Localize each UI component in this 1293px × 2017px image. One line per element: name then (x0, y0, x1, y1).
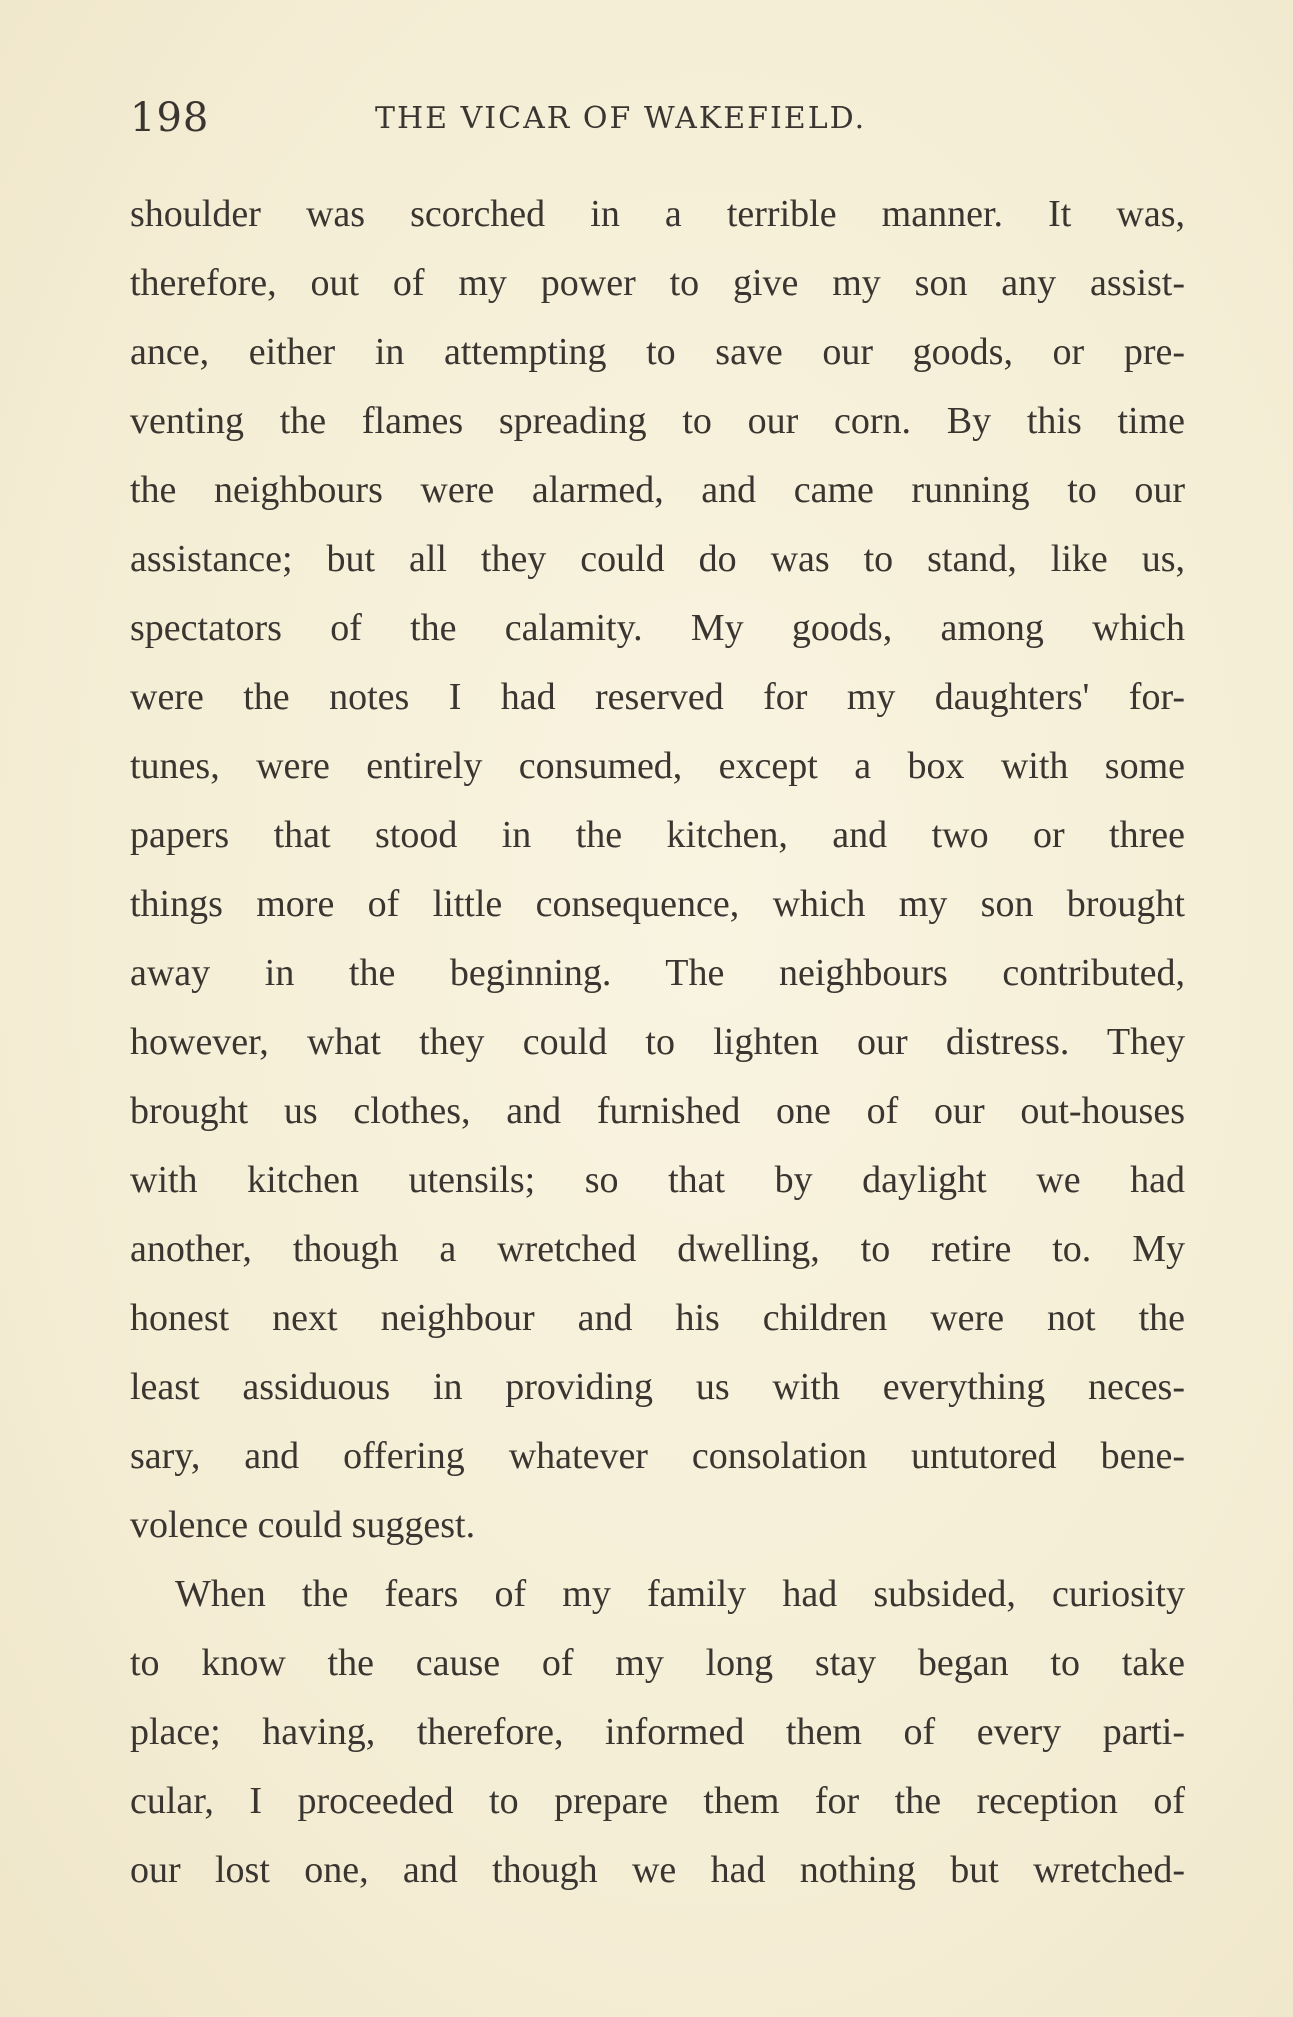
text-line: shoulder was scorched in a terrible manner. It was, (130, 193, 1185, 235)
text-line: were the notes I had reserved for my daughters' for- (130, 676, 1185, 718)
text-line: spectators of the calamity. My goods, among which (130, 607, 1185, 649)
text-line: honest next neighbour and his children were not the (130, 1297, 1185, 1339)
text-line: our lost one, and though we had nothing but wretched- (130, 1849, 1185, 1891)
text-line: venting the flames spreading to our corn. By this time (130, 400, 1185, 442)
text-line: another, though a wretched dwelling, to retire to. My (130, 1228, 1185, 1270)
text-line: assistance; but all they could do was to stand, like us, (130, 538, 1185, 580)
text-line: with kitchen utensils; so that by daylight we had (130, 1159, 1185, 1201)
text-line: to know the cause of my long stay began to take (130, 1642, 1185, 1684)
page-number: 198 (130, 95, 210, 141)
text-line: things more of little consequence, which my son brought (130, 883, 1185, 925)
page-header (130, 95, 1185, 145)
text-line: least assiduous in providing us with everything neces- (130, 1366, 1185, 1408)
text-line: therefore, out of my power to give my son any assist- (130, 262, 1185, 304)
text-line: the neighbours were alarmed, and came running to our (130, 469, 1185, 511)
text-line: away in the beginning. The neighbours contributed, (130, 952, 1185, 994)
text-line: sary, and offering whatever consolation untutored bene- (130, 1435, 1185, 1477)
paragraph-1 (130, 180, 1185, 1560)
text-line: volence could suggest. (130, 1504, 476, 1546)
text-line: When the fears of my family had subsided, curiosity (175, 1573, 1185, 1615)
text-line: papers that stood in the kitchen, and two or three (130, 814, 1185, 856)
body-text (130, 180, 1185, 1905)
text-line: cular, I proceeded to prepare them for the reception of (130, 1780, 1185, 1822)
text-line: place; having, therefore, informed them of every parti- (130, 1711, 1185, 1753)
running-title: THE VICAR OF WAKEFIELD. (375, 101, 867, 136)
text-line: brought us clothes, and furnished one of our out-houses (130, 1090, 1185, 1132)
text-line: ance, either in attempting to save our goods, or pre- (130, 331, 1185, 373)
text-line: however, what they could to lighten our distress. They (130, 1021, 1185, 1063)
text-line: tunes, were entirely consumed, except a box with some (130, 745, 1185, 787)
paragraph-2 (130, 1560, 1185, 1905)
